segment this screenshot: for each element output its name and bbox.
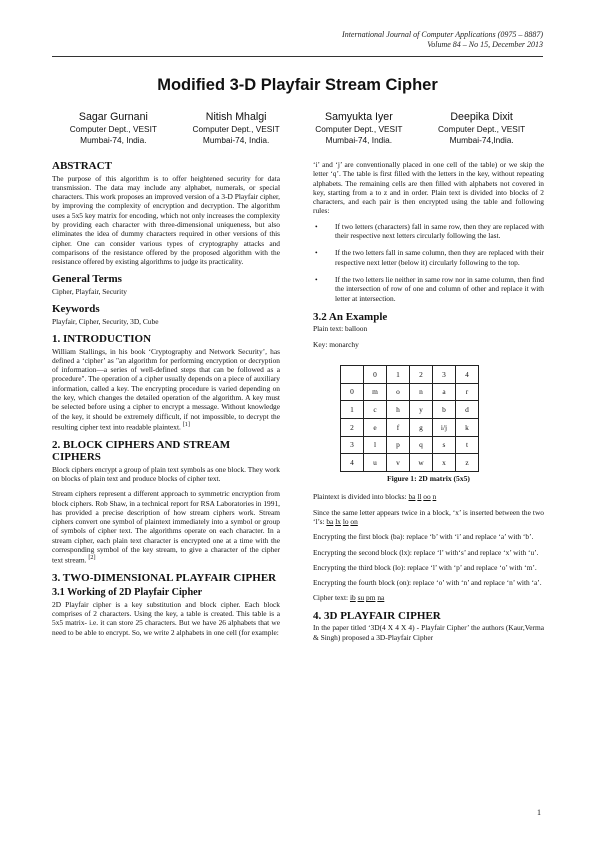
citation-ref: [1] [182,421,190,428]
table-cell: e [364,419,387,437]
block-ciphers-heading: 2. BLOCK CIPHERS AND STREAM CIPHERS [52,438,231,464]
two-d-working-text: 2D Playfair cipher is a key substitution and block cipher. Each block comprises of 2 characters. Using the key, a table is created. This table is a 5x5 matrix- i.e. it can store 25 characters. But we have 26 alphabets that we need to be able to encrypt. So, we write 2 alphabets in one cell (for example: [52,599,280,637]
bullet-icon: • [315,274,318,284]
figure-caption: Figure 1: 2D matrix (5x5) [387,474,470,484]
journal-volume: Volume 84 – No 15, December 2013 [427,40,543,49]
author-dept: Computer Dept., VESIT [192,124,280,134]
table-cell: h [387,401,410,419]
left-column [52,160,280,643]
list-item [313,275,544,303]
table-cell: m [364,383,387,401]
blocks-label: Plaintext is divided into blocks: [313,492,407,502]
table-cell: i/j [433,419,456,437]
general-terms-text: Cipher, Playfair, Security [52,286,127,296]
table-row [341,419,479,437]
cipher-block: pm [366,593,376,603]
author-block [298,111,421,145]
cipher-block: ib [349,593,356,603]
table-cell: y [410,401,433,419]
author-list [52,111,543,145]
stream-ciphers-text: Stream ciphers represent a different approach to symmetric encryption from block ciphers. Rob Shaw, in a technical report for RSA Laboratories in 1991, has provided a precise description of how stream ciphers work. Stream ciphers convert one symbol of plaintext immediately into a symbol or group of symbols of cipher text. The algorithms operate on each character. In a stream cipher, each plain text character is encrypted one at a time with the corresponding symbol of the key stream, to give a character of the cipher text stream. [52,489,280,565]
author-dept: Computer Dept., VESIT [69,124,157,134]
plaintext-block: oo [423,492,431,502]
encryption-step: Encrypting the third block (lo): replace ‘l’ with ‘p’ and replace ‘o’ with ‘m’. [313,562,537,572]
table-cell: 1 [387,365,410,383]
cipher-block: na [377,593,385,603]
table-cell: u [364,454,387,472]
author-location: Mumbai-74, India. [80,134,147,145]
introduction-paragraph [52,347,280,432]
encryption-step: Encrypting the first block (ba): replace ‘b’ with ‘i’ and replace ‘a’ with ‘b’. [313,532,534,542]
table-cell: k [456,419,479,437]
journal-header [342,30,543,50]
keywords-text: Playfair, Cipher, Security, 3D, Cube [52,316,159,326]
table-cell: r [456,383,479,401]
author-dept: Computer Dept., VESIT [315,124,403,134]
example-key: Key: monarchy [313,339,359,349]
plaintext-block: ba [408,492,416,502]
table-cell: w [410,454,433,472]
encryption-step: Encrypting the fourth block (on): replace ‘o’ with ‘n’ and replace ‘n’ with ‘a’. [313,578,542,588]
table-cell: c [364,401,387,419]
rules-list [313,222,544,303]
author-block [175,111,298,145]
blocks-sentence [313,492,544,501]
header-rule [52,56,543,57]
table-cell: 1 [341,401,364,419]
table-cell: 0 [364,365,387,383]
journal-name: International Journal of Computer Applications (0975 – 8887) [342,30,543,39]
author-location: Mumbai-74,India. [449,134,514,145]
example-heading: 3.2 An Example [313,310,388,323]
author-name: Sagar Gurnani [78,111,148,123]
table-cell: d [456,401,479,419]
author-name: Nitish Mhalgi [205,111,267,123]
abstract-text: The purpose of this algorithm is to offer heightened security for data transmission. The data may include any alphabet, numerals, or special characters. This work proposes an improved version of a 3-D Playfair cipher, by improving the complexity of encryption and decryption. The algorithm uses a 5x5 key matrix for encoding, which not only increases the complexity by providing each character with three-dimensional uniqueness, but also eliminates the idea of dummy characters required in other versions of this cipher. One can consider various types of cryptography attacks and comparisons of the resistance offered by the proposed algorithm with the resistance offered by existing algorithms to judge its practicality. [52,173,280,267]
author-name: Deepika Dixit [450,111,513,123]
table-row [341,383,479,401]
insertion-sentence [313,508,544,527]
table-cell: o [387,383,410,401]
page-number: 1 [537,808,541,817]
table-cell: x [433,454,456,472]
table-cell: f [387,419,410,437]
table-cell: 4 [341,454,364,472]
plaintext-block: n [432,492,437,502]
plaintext-block: lx [335,516,341,526]
table-cell: s [433,436,456,454]
introduction-heading: 1. INTRODUCTION [52,333,152,346]
table-cell: g [410,419,433,437]
bullet-icon: • [315,248,318,258]
rule-text: If two letters (characters) fall in same row, then they are replaced with their respective next letters circularly following the last. [335,221,544,241]
table-cell: 3 [341,436,364,454]
plaintext-block: on [350,516,358,526]
table-row [341,401,479,419]
author-location: Mumbai-74, India. [325,134,393,145]
table-cell: a [433,383,456,401]
table-cell [341,365,364,383]
list-item [313,222,544,241]
bullet-icon: • [315,221,318,231]
encryption-step: Encrypting the second block (lx): replace ‘l’ with‘s’ and replace ‘x’ with ‘u’. [313,547,539,557]
table-cell: p [387,436,410,454]
stream-ciphers-paragraph [52,489,280,565]
author-location: Mumbai-74, India. [202,134,270,145]
table-row [341,436,479,454]
continuation-text: ‘i’ and ‘j’ are conventionally placed in one cell of the table) or we skip the letter ‘q’. The table is first filled with the letters in the key, without repeating alphabets. The remaining cells are then filled with alphabets not covered in key, starting from a to z and in order. Plain text is divided into blocks of 2 characters, and each pair is then encrypted using the table and following rules: [313,160,544,216]
author-name: Samyukta Iyer [325,111,393,123]
right-column [313,160,544,648]
example-plain-text: Plain text: balloon [313,324,368,334]
abstract-heading: ABSTRACT [52,160,112,172]
table-cell: q [410,436,433,454]
author-block [420,111,543,145]
table-cell: n [410,383,433,401]
cipher-text-label: Cipher text: [313,593,349,603]
three-d-playfair-text: In the paper titled ‘3D(4 X 4 X 4) - Playfair Cipher’ the authors (Kaur,Verma & Singh) proposed a 3D-Playfair Cipher [313,623,544,642]
author-block [52,111,175,145]
table-cell: l [364,436,387,454]
two-d-working-subheading: 3.1 Working of 2D Playfair Cipher [52,586,203,598]
table-cell: t [456,436,479,454]
plaintext-block: ba [326,516,334,526]
rule-text: If the two letters lie neither in same row nor in same column, then find the intersection of row of one and column of other and replace it with letter at intersection. [335,274,544,303]
cipher-block: su [357,593,365,603]
key-matrix-table [340,365,479,472]
table-row [341,365,479,383]
table-cell: z [456,454,479,472]
citation-ref: [2] [88,555,96,562]
keywords-heading: Keywords [52,303,100,316]
table-cell: v [387,454,410,472]
general-terms-heading: General Terms [52,273,122,286]
table-cell: 2 [410,365,433,383]
table-cell: 4 [456,365,479,383]
table-row [341,454,479,472]
table-cell: 2 [341,419,364,437]
plaintext-block: lo [342,516,349,526]
two-d-playfair-heading: 3. TWO-DIMENSIONAL PLAYFAIR CIPHER [52,572,277,585]
cipher-text-sentence [313,593,544,602]
insertion-label: Since the same letter appears twice in a block, ‘x’ is inserted between the two ‘l’s: [313,507,544,526]
plaintext-block: ll [417,492,422,502]
list-item [313,248,544,267]
block-ciphers-paragraph: Block ciphers encrypt a group of plain text symbols as one block. They work on blocks of plain text and produce blocks of cipher text. [52,464,280,483]
table-cell: 0 [341,383,364,401]
table-cell: b [433,401,456,419]
three-d-playfair-heading: 4. 3D PLAYFAIR CIPHER [313,609,441,622]
table-cell: 3 [433,365,456,383]
paper-title: Modified 3-D Playfair Stream Cipher [157,76,438,94]
author-dept: Computer Dept., VESIT [438,124,526,134]
rule-text: If the two letters fall in same column, then they are replaced with their respective next letter (below it) circularly following to the top. [335,248,544,267]
introduction-text: William Stallings, in his book ‘Cryptography and Network Security’, has defined a ‘cipher’ as "an algorithm for performing encryption or decryption of information—a series of well-defined steps that can be followed as a procedure". The operation of a cipher usually depends on a piece of auxiliary information, called a key. The encrypting procedure is varied depending on the key, which changes the detailed operation of the algorithm. A key must be selected before using a cipher to encrypt a message. Without knowledge of the key, it should be extremely difficult, if not impossible, to decrypt the resulting cipher text into readable plaintext. [52,346,281,432]
